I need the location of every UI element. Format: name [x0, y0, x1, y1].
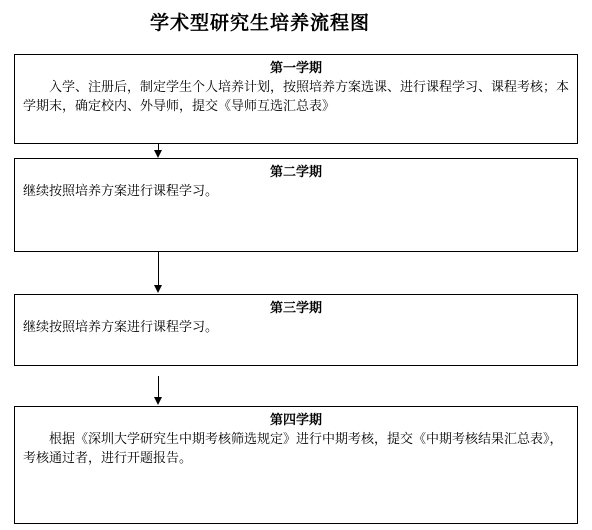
- flow-arrow: [152, 252, 166, 294]
- step-box-semester-3: [14, 294, 578, 366]
- step-text: 根据《深圳大学研究生中期考核筛选规定》进行中期考核，提交《中期考核结果汇总表》，考核通过者，进行开题报告。: [23, 432, 563, 466]
- step-text: 继续按照培养方案进行课程学习。: [23, 184, 219, 199]
- step-box-semester-4: [14, 406, 578, 524]
- flow-arrow: [152, 144, 166, 158]
- step-heading: 第一学期: [269, 61, 322, 76]
- flow-arrow: [152, 376, 166, 406]
- step-box-semester-2: [14, 158, 578, 252]
- step-box-semester-1: [14, 54, 578, 144]
- step-heading: 第三学期: [269, 301, 322, 316]
- step-text: 继续按照培养方案进行课程学习。: [23, 320, 219, 335]
- arrow-shaft: [158, 252, 159, 286]
- arrow-head-icon: [154, 285, 162, 293]
- flowchart-title: 学术型研究生培养流程图: [149, 12, 370, 34]
- step-heading: 第四学期: [269, 413, 322, 428]
- arrow-head-icon: [154, 397, 162, 405]
- step-text: 入学、注册后，制定学生个人培养计划，按照培养方案选课、进行课程学习、课程考核；本学期末，确定校内、外导师，提交《导师互选汇总表》: [23, 80, 570, 114]
- arrow-shaft: [158, 376, 159, 398]
- step-heading: 第二学期: [269, 165, 322, 180]
- arrow-head-icon: [154, 150, 162, 158]
